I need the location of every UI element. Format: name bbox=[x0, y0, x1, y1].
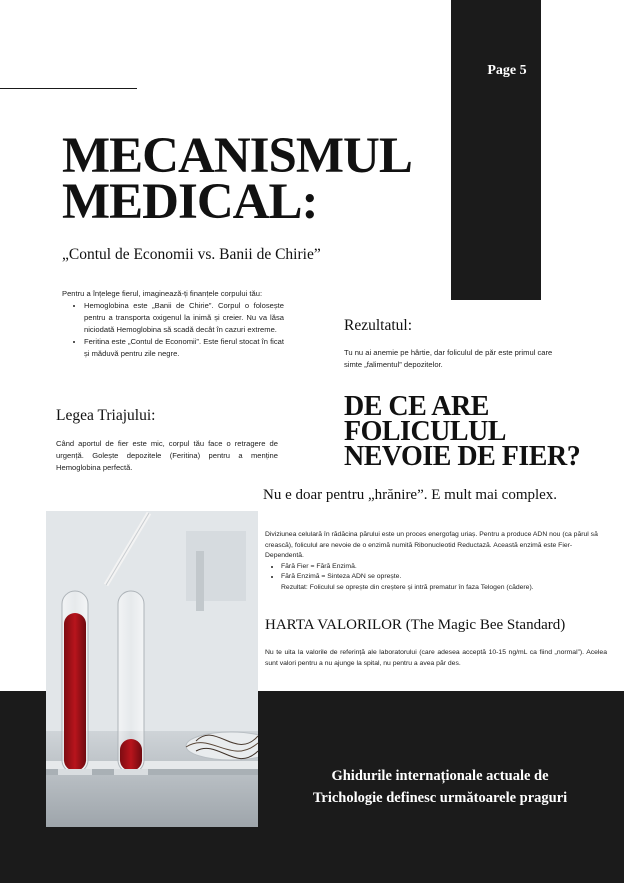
page-tab bbox=[451, 0, 541, 300]
page-title bbox=[62, 128, 462, 230]
page-number: Page 5 bbox=[487, 63, 527, 78]
legea-text: Când aportul de fier este mic, corpul tău face o retragere de urgență. Golește depozitele (Feritina) pentru a menține Hemoglobina perfectă. bbox=[56, 439, 278, 472]
question-line-1: DE CE ARE bbox=[344, 391, 489, 422]
page-title-line-2: MEDICAL: bbox=[62, 174, 318, 230]
page-subtitle: „Contul de Economii vs. Banii de Chirie” bbox=[62, 246, 321, 263]
question-line-3: NEVOIE DE FIER? bbox=[344, 441, 581, 472]
intro-list bbox=[62, 300, 284, 360]
rezultat-heading: Rezultatul: bbox=[344, 317, 413, 334]
list-item: • Fără Fier = Fără Enzimă. bbox=[281, 562, 605, 573]
footer-text bbox=[270, 765, 610, 809]
question-line-2: FOLICULUL bbox=[344, 416, 506, 447]
list-item: • Hemoglobina este „Banii de Chirie”. Corpul o folosește pentru a transporta oxigenul la inimă și creier. Nu va lăsa niciodată Hemoglobina să scadă decât în cazuri extreme. bbox=[84, 300, 284, 336]
list-item: • Feritina este „Contul de Economii”. Este fierul stocat în ficat și măduvă pentru zile negre. bbox=[84, 336, 284, 360]
divizie-section bbox=[265, 530, 605, 593]
footer-line-1: Ghidurile internaționale actuale de bbox=[331, 768, 549, 784]
top-rule bbox=[0, 88, 137, 89]
intro-lead: Pentru a înțelege fierul, imaginează-ți finanțele corpului tău: bbox=[62, 289, 263, 298]
divizie-result: Rezultat: Foliculul se oprește din creștere și intră prematur în faza Telogen (cădere). bbox=[281, 583, 534, 591]
harta-text: Nu te uita la valorile de referință ale laboratorului (care adesea acceptă 10-15 ng/mL ca fiind „normal”). Acelea sunt valori pentru a nu ajunge la spital, nu pentru a avea păr des. bbox=[265, 649, 607, 667]
footer-line-2: Trichologie definesc următoarele praguri bbox=[312, 790, 568, 806]
rezultat-text: Tu nu ai anemie pe hârtie, dar foliculul de păr este primul care simte „falimentul” depozitelor. bbox=[344, 348, 553, 369]
divizie-text: Diviziunea celulară în rădăcina părului este un proces energofag uriaș. Pentru a produce ADN nou (ca părul să crească), foliculul are nevoie de o enzimă numită Ribonucleotid Reductază. Această enzimă este Fier-Dependentă. bbox=[265, 531, 598, 559]
test-tubes-illustration bbox=[46, 511, 258, 827]
legea-heading: Legea Triajului: bbox=[56, 407, 156, 424]
page-title-line-1: MECANISMUL bbox=[62, 128, 412, 184]
list-item: • Fără Enzimă = Sinteza ADN se oprește. bbox=[281, 572, 605, 583]
complex-heading: Nu e doar pentru „hrănire”. E mult mai complex. bbox=[263, 487, 558, 503]
harta-heading: HARTA VALORILOR (The Magic Bee Standard) bbox=[265, 617, 566, 633]
intro-section bbox=[62, 288, 284, 360]
divizie-list bbox=[265, 562, 605, 583]
question-heading bbox=[344, 391, 604, 472]
lab-test-tubes-photo bbox=[46, 511, 258, 827]
